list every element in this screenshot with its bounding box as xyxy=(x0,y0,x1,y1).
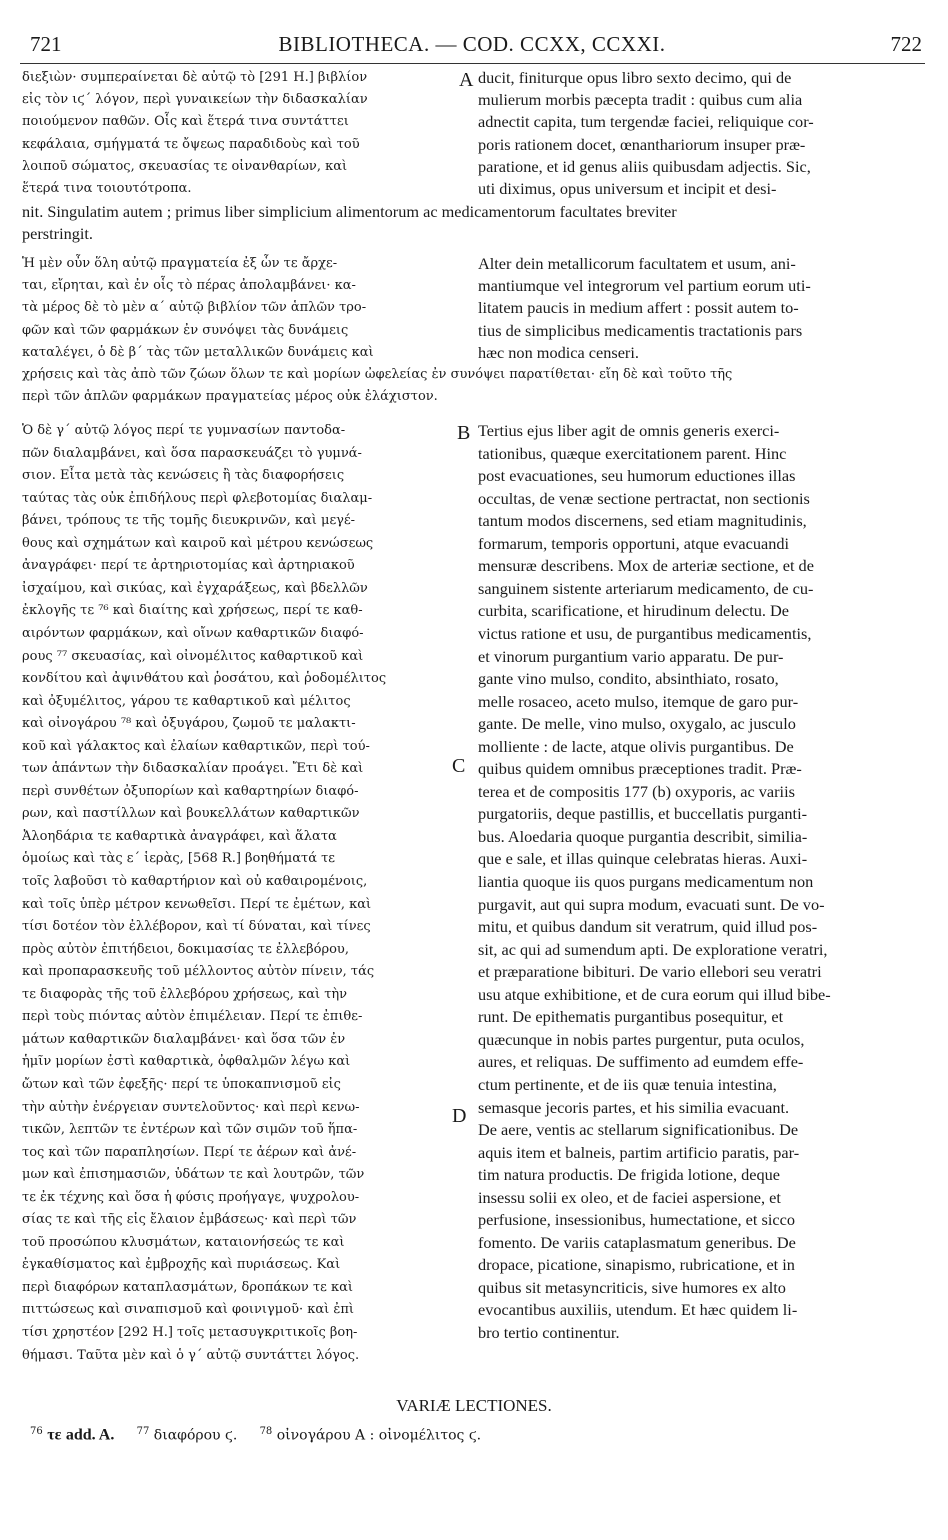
greek-main-line: καὶ τοῖς ὑπὲρ μέτρον κενωθεῖσι. Περί τε ἐμέτων, καὶ xyxy=(22,896,372,912)
latin-main-line: runt. De epithematis purgantibus posequitur, et xyxy=(478,1007,784,1027)
note-number-78: 78 xyxy=(259,1426,273,1437)
greek-top-line: διεξιὼν· συμπεραίνεται δὲ αὐτῷ τὸ [291 H.] βιβλίον xyxy=(22,70,368,85)
note-text-76b: add. A. xyxy=(65,1426,115,1444)
latin-main-line: purgavit, aut qui supra modum, evacuati sunt. De vo- xyxy=(478,894,825,914)
greek-main-line: περὶ συνθέτων ὀξυπορίων καὶ καθαρτηρίων διαφό- xyxy=(22,783,359,799)
latin-main-line: et vinorum purgantium vario apparatu. De pur- xyxy=(478,646,784,666)
latin-mid-line: litatem paucis in medium affert : possit autem to- xyxy=(478,298,799,318)
latin-main-line: insessu solii ex oleo, et de faciei aspersione, et xyxy=(478,1187,781,1207)
greek-main-line: τοῦ προσώπου κλυσμάτων, καταιονήσεώς τε καὶ xyxy=(22,1234,345,1250)
latin-top-line: paratione, et id genus aliis quibusdam adjectis. Sic, xyxy=(478,156,811,176)
greek-main-line: ὤτων καὶ τῶν ἐφεξῆς· περί τε ὑποκαπνισμοῦ εἰς xyxy=(22,1076,341,1092)
greek-main-line: καὶ ὀξυμέλιτος, γάρου τε καθαρτικοῦ καὶ μέλιτος xyxy=(22,693,351,709)
latin-mid-line: Alter dein metallicorum facultatem et usum, ani- xyxy=(478,254,796,273)
margin-marker-b: B xyxy=(457,422,471,444)
latin-main-line: quibus sit metasyncriticis, sive humores ex alto xyxy=(478,1277,786,1297)
note-number-76: 76 xyxy=(30,1426,43,1437)
greek-main-line: θους καὶ σχημάτων καὶ καιροῦ καὶ μέτρου κενώσεως xyxy=(22,535,374,551)
running-header xyxy=(22,32,922,62)
latin-main-line: molliente : de lacte, atque olivis purgantibus. De xyxy=(478,736,794,756)
latin-wide-line: perstringit. xyxy=(22,224,93,244)
latin-main-line: tantum modos discernens, sed etiam magnitudinis, xyxy=(478,511,807,531)
note-text-76a: τε xyxy=(47,1426,62,1444)
note-text-78: οἰνογάρου A : οἰνομέλιτος ϛ. xyxy=(276,1427,482,1444)
greek-mid-line: φῶν καὶ τῶν φαρμάκων ἐν συνόψει τὰς δυνάμεις xyxy=(22,322,349,338)
greek-main-line: ἰσχαίμου, καὶ σικύας, καὶ ἐγχαράξεως, καὶ βδελλῶν xyxy=(22,580,368,596)
latin-main-line: melle rosaceo, aceto mulso, itemque de garo pur- xyxy=(478,691,799,711)
page-number-left: 721 xyxy=(30,32,62,56)
latin-main-line: Tertius ejus liber agit de omnis generis exerci- xyxy=(478,421,780,440)
greek-top-line: κεφάλαια, σμήγματά τε ὄψεως παραδιδοὺς καὶ τοῦ xyxy=(22,136,360,152)
greek-main-line: ἐγκαθίσματος καὶ ἐμβροχῆς καὶ πυριάσεως. Καὶ xyxy=(22,1257,341,1273)
note-number-77: 77 xyxy=(136,1426,150,1437)
greek-main-line: τὴν αὐτὴν ἐνέργειαν συντελοῦντος· καὶ περὶ κενω- xyxy=(22,1099,360,1115)
latin-main-line: victus ratione et usu, de purgantibus medicamentis, xyxy=(478,623,812,643)
latin-top-line: poris rationem docet, œnanthariorum insuper præ- xyxy=(478,134,806,154)
latin-main-line: occultas, de venæ sectione pertractat, non sectionis xyxy=(478,488,810,508)
latin-main-line: terea et de compositis 177 (b) oxyporis, ac variis xyxy=(478,781,795,801)
greek-main-line: Ὁ δὲ γ´ αὐτῷ λόγος περί τε γυμνασίων παντοδα- xyxy=(22,423,346,438)
note-text-77: διαφόρου ϛ. xyxy=(153,1427,238,1444)
greek-main-line: τίσι δοτέον τὸν ἐλλέβορον, καὶ τί δύναται, καὶ τίνες xyxy=(22,919,371,935)
latin-main-line: bus. Aloedaria quoque purgantia describit, similia- xyxy=(478,826,808,846)
latin-main-line: dropace, picatione, sinapismo, rubricatione, et in xyxy=(478,1255,795,1275)
latin-main-line: tationibus, quæque exercitationem parent. Hinc xyxy=(478,443,787,463)
latin-main-line: bro tertio continentur. xyxy=(478,1323,620,1342)
greek-main-line: πιττώσεως καὶ σιναπισμοῦ καὶ φοινιγμοῦ· καὶ ἐπὶ xyxy=(22,1302,354,1318)
greek-main-line: περὶ διαφόρων καταπλασμάτων, δροπάκων τε καὶ xyxy=(22,1279,353,1295)
latin-main-line: quibus quidem omnibus præceptiones tradit. Præ- xyxy=(478,759,802,779)
latin-main-line: De aere, ventis ac stellarum significationibus. De xyxy=(478,1120,799,1140)
latin-main-line: perfusione, insessionibus, humectatione, et sicco xyxy=(478,1210,795,1230)
latin-main-line: gante. De melle, vino mulso, oxygalo, ac jusculo xyxy=(478,714,796,734)
greek-wide-line: χρήσεις καὶ τὰς ἀπὸ τῶν ζώων ὅλων τε καὶ μορίων ὠφελείας ἐν συνόψει παρατίθεται· εἴη δὲ καὶ τοῦτο τῆς xyxy=(22,367,733,382)
greek-main-line: ἡμῖν μορίων ἐστὶ καθαρτικὰ, ὀφθαλμῶν λέγω καὶ xyxy=(22,1054,351,1070)
greek-main-line: αιρόντων φαρμάκων, καὶ οἴνων καθαρτικῶν διαφό- xyxy=(22,625,364,641)
latin-main-line: post evacuationes, seu humorum eductiones illas xyxy=(478,466,796,486)
greek-top-line: λοιποῦ σώματος, σκευασίας τε οἰνανθαρίων, καὶ xyxy=(22,158,348,174)
margin-marker-a: A xyxy=(459,69,474,91)
greek-main-line: σιον. Εἶτα μετὰ τὰς κενώσεις ἢ τὰς διαφορήσεις xyxy=(22,468,345,484)
margin-marker-d: D xyxy=(452,1105,467,1127)
greek-main-line: τος καὶ τῶν παραπλησίων. Περί τε ἀέρων καὶ ἀνέ- xyxy=(22,1144,357,1160)
greek-mid-line: τὰ μέρος δὲ τὸ μὲν α´ αὐτῷ βιβλίον τῶν ἁπλῶν τρο- xyxy=(22,300,367,316)
latin-main-line: purgatoriis, deque pastillis, et buccellatis purganti- xyxy=(478,804,808,824)
latin-main-line: tim natura productis. De frigida lotione, deque xyxy=(478,1165,781,1185)
latin-main-line: et præparatione bibituri. De vario ellebori seu veratri xyxy=(478,962,822,982)
latin-main-line: mitu, et quibus dandum sit veratrum, quid illud pos- xyxy=(478,917,818,937)
latin-mid-line: tius de simplicibus medicamentis tractationis pars xyxy=(478,320,803,340)
greek-main-line: πρὸς αὐτὸν ἐπιτήδειοι, δοκιμασίας τε ἐλλεβόρου, xyxy=(22,941,349,957)
greek-main-line: πῶν διαλαμβάνει, καὶ ὅσα παρασκευάζει τὸ γυμνά- xyxy=(22,445,362,461)
latin-main-line: que e sale, et illas quinque celebratas hieras. Auxi- xyxy=(478,849,808,869)
greek-main-line: ἀναγράφει· περί τε ἀρτηριοτομίας καὶ ἀρτηριακοῦ xyxy=(22,558,355,574)
greek-main-line: κοῦ καὶ γάλακτος καὶ ἐλαίων καθαρτικῶν, περὶ τού- xyxy=(22,738,370,754)
latin-main-line: aquis item et balneis, partim artificio paratis, par- xyxy=(478,1142,800,1162)
greek-main-line: θήμασι. Ταῦτα μὲν καὶ ὁ γ´ αὐτῷ συντάττει λόγος. xyxy=(22,1347,360,1363)
greek-mid-line: καταλέγει, ὁ δὲ β´ τὰς τῶν μεταλλικῶν δυνάμεις καὶ xyxy=(22,344,374,360)
page-number-right: 722 xyxy=(890,32,922,56)
latin-top-line: mulierum morbis pæcepta tradit : quibus cum alia xyxy=(478,90,803,110)
greek-main-line: τοῖς λαβοῦσι τὸ καθαρτήριον καὶ οὐ καθαιρομένοις, xyxy=(22,874,368,889)
greek-main-line: τε ἐκ τέχνης καὶ ὅσα ἡ φύσις προήγαγε, ψυχρολου- xyxy=(22,1189,360,1205)
greek-main-line: ἐκλογῆς τε ⁷⁶ καὶ διαίτης καὶ χρήσεως, περί τε καθ- xyxy=(22,603,363,619)
greek-main-line: περὶ τοὺς πιόντας αὐτὸν ἐπιμέλειαν. Περί τε ἐπιθε- xyxy=(22,1009,363,1025)
greek-main-line: καὶ προπαρασκευῆς τοῦ μέλλοντος αὐτὸν πίνειν, τάς xyxy=(22,964,375,980)
latin-main-line: gante vino mulso, condito, absinthiato, rosato, xyxy=(478,669,779,689)
greek-main-line: ταύτας τὰς οὐκ ἐπιδήλους περὶ φλεβοτομίας διαλαμ- xyxy=(22,490,373,506)
greek-main-line: καὶ οἰνογάρου ⁷⁸ καὶ ὀξυγάρου, ζωμοῦ τε μαλακτι- xyxy=(22,716,356,732)
greek-main-line: κονδίτου καὶ ἀψινθάτου καὶ ῥοσάτου, καὶ ῥοδομέλιτος xyxy=(22,671,387,687)
greek-wide-line: περὶ τῶν ἁπλῶν φαρμάκων πραγματείας μέρος οὐκ ἐλάχιστον. xyxy=(22,389,438,405)
latin-main-line: aures, et reliquas. De suffimento ad eumdem effe- xyxy=(478,1052,804,1072)
margin-marker-c: C xyxy=(452,755,466,777)
latin-main-line: sanguinem sistente arteriarum medicamento, de cu- xyxy=(478,578,814,598)
latin-mid-line: hæc non modica censeri. xyxy=(478,342,639,362)
greek-mid-line: Ἡ μὲν οὖν ὅλη αὐτῷ πραγματεία ἐξ ὧν τε ἄρχε- xyxy=(22,256,338,271)
latin-main-line: usu atque exhibitione, et de cura eorum qui illud bibe- xyxy=(478,984,831,1004)
greek-mid-line: ται, εἴρηται, καὶ ἐν οἷς τὸ πέρας ἀπολαμβάνει· κα- xyxy=(22,278,356,294)
greek-main-line: ὁμοίως καὶ τὰς ε´ ἱερὰς, [568 R.] βοηθήματά τε xyxy=(22,851,336,867)
greek-top-line: ἕτερά τινα τοιουτότροπα. xyxy=(22,181,192,196)
greek-main-line: σίας τε καὶ τῆς εἰς ἔλαιον ἐμβάσεως· καὶ περὶ τῶν xyxy=(22,1212,357,1228)
latin-main-line: fomento. De variis cataplasmatum generibus. De xyxy=(478,1232,796,1252)
greek-main-line: μάτων καθαρτικῶν διαλαμβάνει· καὶ ὅσα τῶν ἐν xyxy=(22,1031,346,1047)
greek-top-line: ποιούμενον παθῶν. Οἷς καὶ ἕτερά τινα συντάττει xyxy=(22,114,349,130)
greek-main-line: τικῶν, λεπτῶν τε ἐντέρων καὶ τῶν σιμῶν τοῦ ἥπα- xyxy=(22,1122,358,1138)
greek-main-line: Ἀλοηδάρια τε καθαρτικὰ ἀναγράφει, καὶ ἅλατα xyxy=(22,828,337,844)
running-title: BIBLIOTHECA. — COD. CCXX, CCXXI. xyxy=(278,32,666,56)
latin-main-line: ctum pertinente, et de iis quæ tenuia intestina, xyxy=(478,1074,777,1094)
latin-mid-line: mantiumque vel integrorum vel partium eorum uti- xyxy=(478,276,811,296)
latin-top-line: uti diximus, opus universum et incipit et desi- xyxy=(478,179,777,198)
greek-main-line: τε διαφορὰς τῆς τοῦ ἐλλεβόρου χρήσεως, καὶ τὴν xyxy=(22,986,348,1002)
latin-main-line: semasque jecoris partes, et his similia evacuant. xyxy=(478,1097,790,1117)
greek-main-line: ρων, καὶ παστίλλων καὶ βουκελλάτων καθαρτικῶν xyxy=(22,806,360,822)
greek-main-line: ρους ⁷⁷ σκευασίας, καὶ οἰνομέλιτος καθαρτικοῦ καὶ xyxy=(22,648,364,664)
header-rule xyxy=(20,63,925,64)
variae-lectiones-notes xyxy=(30,1421,910,1447)
latin-wide-line: nit. Singulatim autem ; primus liber simplicium alimentorum ac medicamentorum facultates breviter xyxy=(22,202,677,221)
latin-main-line: quæcunque in nobis partes purgentur, puta oculos, xyxy=(478,1029,805,1049)
latin-main-line: mensuræ describens. Mox de arteriæ sectione, et de xyxy=(478,556,814,576)
greek-main-line: τίσι χρηστέον [292 H.] τοῖς μετασυγκριτικοῖς βοη- xyxy=(22,1325,358,1340)
latin-main-line: liantia quoque iis quos purgans medicamentum non xyxy=(478,872,814,891)
greek-main-line: των ἁπάντων τὴν διδασκαλίαν προάγει. Ἔτι δὲ καὶ xyxy=(22,761,364,777)
greek-main-line: βάνει, τρόπους τε τῆς τομῆς διευκρινῶν, καὶ μεγέ- xyxy=(22,513,356,529)
latin-top-line: adnectit capita, tum tergendæ faciei, reliquique cor- xyxy=(478,112,814,132)
latin-main-line: curbita, scarificatione, et hirudinum delectu. De xyxy=(478,601,790,621)
latin-top-line: ducit, finiturque opus libro sexto decimo, qui de xyxy=(478,68,792,87)
latin-main-line: evocantibus auxiliis, utendum. Et hæc quidem li- xyxy=(478,1300,798,1320)
latin-main-line: sit, ac qui ad sumendum apti. De exploratione veratri, xyxy=(478,939,828,959)
variae-lectiones-title: VARIÆ LECTIONES. xyxy=(396,1396,552,1415)
latin-main-line: formarum, temporis opportuni, atque evacuandi xyxy=(478,533,790,553)
greek-main-line: μων καὶ ἐπισημασιῶν, ὑδάτων τε καὶ λουτρῶν, τῶν xyxy=(22,1167,365,1183)
greek-top-line: εἰς τὸν ιϛ´ λόγον, περὶ γυναικείων τὴν διδασκαλίαν xyxy=(22,92,368,108)
